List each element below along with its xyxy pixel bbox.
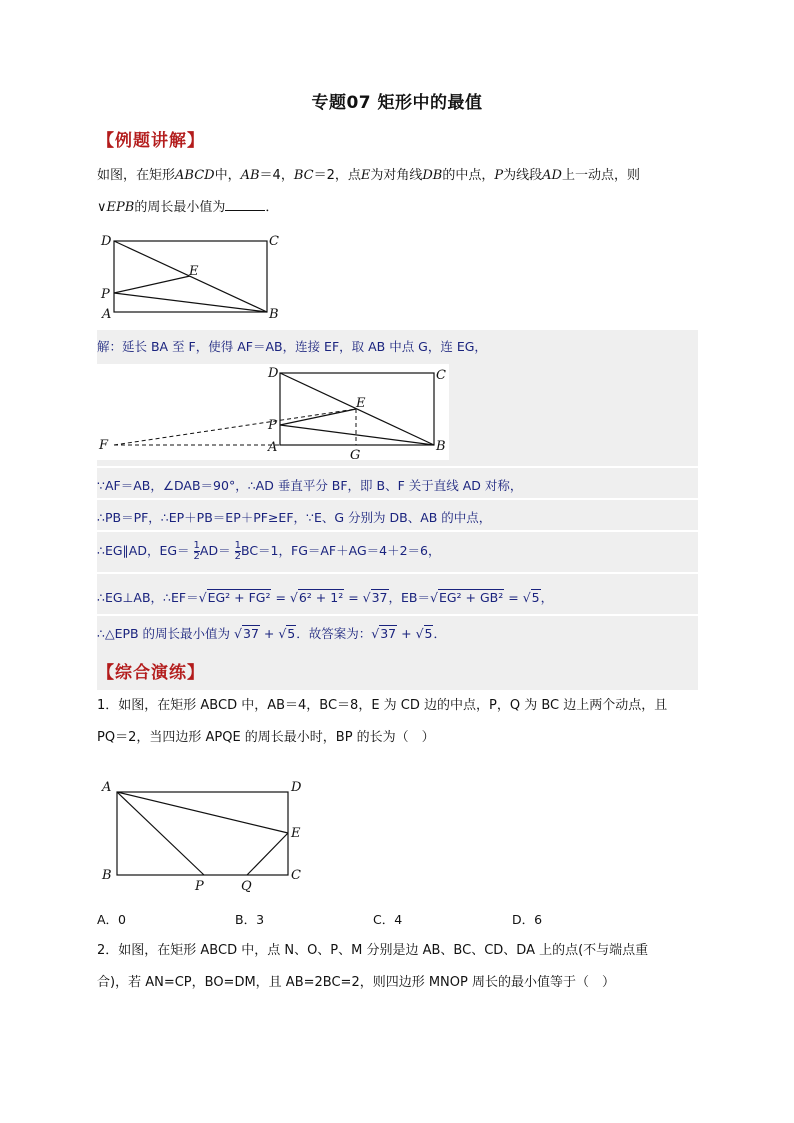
segment-ap	[117, 792, 204, 875]
label-a: A	[102, 307, 112, 322]
text-segment: =	[271, 590, 290, 605]
solution-line-2: ∵AF＝AB，∠DAB＝90°，∴AD 垂直平分 BF，即 B、F 关于直线 AD 对称，	[97, 478, 523, 493]
sqrt-sign: √	[234, 626, 242, 641]
text-segment: =	[504, 590, 523, 605]
segment-qe	[247, 833, 288, 875]
text-segment: 为线段	[503, 168, 543, 183]
label-q: Q	[241, 879, 252, 892]
example-rectangle-figure	[97, 228, 297, 328]
option-c[interactable]: C．4	[373, 912, 403, 927]
text-segment: ，EB＝	[388, 590, 430, 605]
label-e: E	[356, 396, 366, 411]
label-a: A	[268, 440, 278, 455]
sqrt-sign: √	[430, 590, 438, 605]
sqrt-sign: √	[371, 626, 380, 641]
text-segment: 中，	[214, 168, 241, 183]
radicand: EG² + GB²	[438, 590, 504, 605]
answer-blank	[225, 198, 265, 211]
option-a[interactable]: A．0	[97, 912, 127, 927]
text-segment: ＝2，点	[313, 168, 361, 183]
solution-separator	[97, 572, 698, 574]
segment-ae	[117, 792, 288, 833]
text-segment: +	[397, 626, 416, 641]
label-f: F	[99, 438, 109, 453]
text-segment: ．	[433, 626, 446, 641]
question-2-line-2: 合)，若 AN=CP，BO=DM，且 AB=2BC=2，则四边形 MNOP 周长的最小值等于（ ）	[97, 975, 615, 990]
radicand: 37	[371, 590, 388, 605]
label-b: B	[102, 868, 112, 883]
option-d[interactable]: D．6	[512, 912, 543, 927]
solution-line-5	[97, 588, 697, 606]
radicand: EG² + FG²	[207, 590, 271, 605]
solution-line-1: 解：延长 BA 至 F，使得 AF＝AB，连接 EF，取 AB 中点 G，连 EG，	[97, 339, 487, 354]
text-segment: AD＝	[199, 543, 231, 558]
label-e: E	[291, 826, 301, 841]
label-p: P	[195, 879, 204, 892]
text-segment: +	[259, 626, 279, 641]
example-section-heading: 【例题讲解】	[97, 131, 205, 151]
text-segment: ∴EG⊥AB，∴EF＝	[97, 590, 199, 605]
fraction-denominator: 2	[234, 551, 241, 562]
text-segment: ．故答案为：	[296, 626, 372, 641]
label-p: P	[268, 418, 277, 433]
radicand: 37	[243, 626, 259, 641]
question-1-figure	[97, 774, 317, 892]
fraction-numerator: 1	[193, 540, 200, 551]
sqrt-sign: √	[289, 590, 298, 605]
radicand: 5	[531, 590, 540, 605]
example-question-line-1: 如图，在矩形ABCD中，AB＝4，BC＝2，点E为对角线DB的中点，P为线段AD上一动点，则	[97, 168, 640, 183]
solution-separator	[97, 530, 698, 532]
label-c: C	[291, 868, 301, 883]
label-d: D	[101, 234, 112, 249]
text-segment: ∴EG∥AD，EG＝	[97, 543, 190, 558]
text-segment: ∨	[97, 200, 107, 215]
solution-line-3: ∴PB＝PF，∴EP＋PB＝EP＋PF≥EF，∵E、G 分别为 DB、AB 的中点，	[97, 510, 492, 525]
label-e: E	[189, 264, 199, 279]
segment-pb	[114, 293, 267, 312]
page-title: 专题07 矩形中的最值	[311, 93, 483, 113]
fraction-numerator: 1	[234, 540, 241, 551]
question-1-line-1: 1．如图，在矩形 ABCD 中，AB＝4，BC＝8，E 为 CD 边的中点，P，Q 为 BC 边上两个动点，且	[97, 698, 668, 713]
text-segment: ＝4，	[259, 168, 294, 183]
practice-section-heading: 【综合演练】	[97, 663, 205, 683]
solution-separator	[97, 466, 698, 468]
solution-separator	[97, 498, 698, 500]
text-segment: 上一动点，则	[561, 168, 640, 183]
label-c: C	[269, 234, 279, 249]
text-segment: 的周长最小值为	[134, 200, 226, 215]
radicand: 37	[380, 626, 397, 641]
sqrt-sign: √	[198, 590, 207, 605]
example-question-line-2: ∨EPB的周长最小值为 ．	[97, 200, 279, 215]
solution-figure	[97, 364, 449, 460]
radicand: 6² + 1²	[298, 590, 344, 605]
text-segment: 如图，在矩形	[97, 168, 176, 183]
radicand: 5	[424, 626, 433, 641]
label-c: C	[436, 368, 446, 383]
sqrt-sign: √	[278, 626, 287, 641]
sqrt-sign: √	[522, 590, 531, 605]
label-g: G	[350, 448, 361, 460]
sqrt-sign: √	[415, 626, 424, 641]
segment-pe	[114, 276, 190, 293]
label-d: D	[291, 780, 302, 795]
text-segment: BC＝1，FG＝AF＋AG＝4＋2＝6，	[240, 543, 441, 558]
text-segment: ，	[540, 590, 554, 605]
sqrt-sign: √	[362, 590, 371, 605]
label-d: D	[268, 366, 279, 381]
solution-line-4	[97, 540, 697, 562]
text-segment: 为对角线	[370, 168, 423, 183]
text-segment: 的中点，	[442, 168, 495, 183]
solution-line-6	[97, 624, 697, 642]
label-a: A	[102, 780, 112, 795]
option-b[interactable]: B．3	[235, 912, 265, 927]
label-b: B	[269, 307, 279, 322]
fraction-denominator: 2	[193, 551, 200, 562]
text-segment: =	[344, 590, 363, 605]
rectangle-abcd	[117, 792, 288, 875]
solution-separator	[97, 614, 698, 616]
label-p: P	[101, 287, 110, 302]
text-segment: ∴△EPB 的周长最小值为	[97, 626, 235, 641]
question-1-line-2: PQ＝2，当四边形 APQE 的周长最小时，BP 的长为（ ）	[97, 730, 435, 745]
question-2-line-1: 2．如图，在矩形 ABCD 中，点 N、O、P、M 分别是边 AB、BC、CD、DA 上的点(不与端点重	[97, 943, 649, 958]
text-segment: ．	[265, 200, 279, 215]
radicand: 5	[287, 626, 296, 641]
label-b: B	[436, 439, 446, 454]
